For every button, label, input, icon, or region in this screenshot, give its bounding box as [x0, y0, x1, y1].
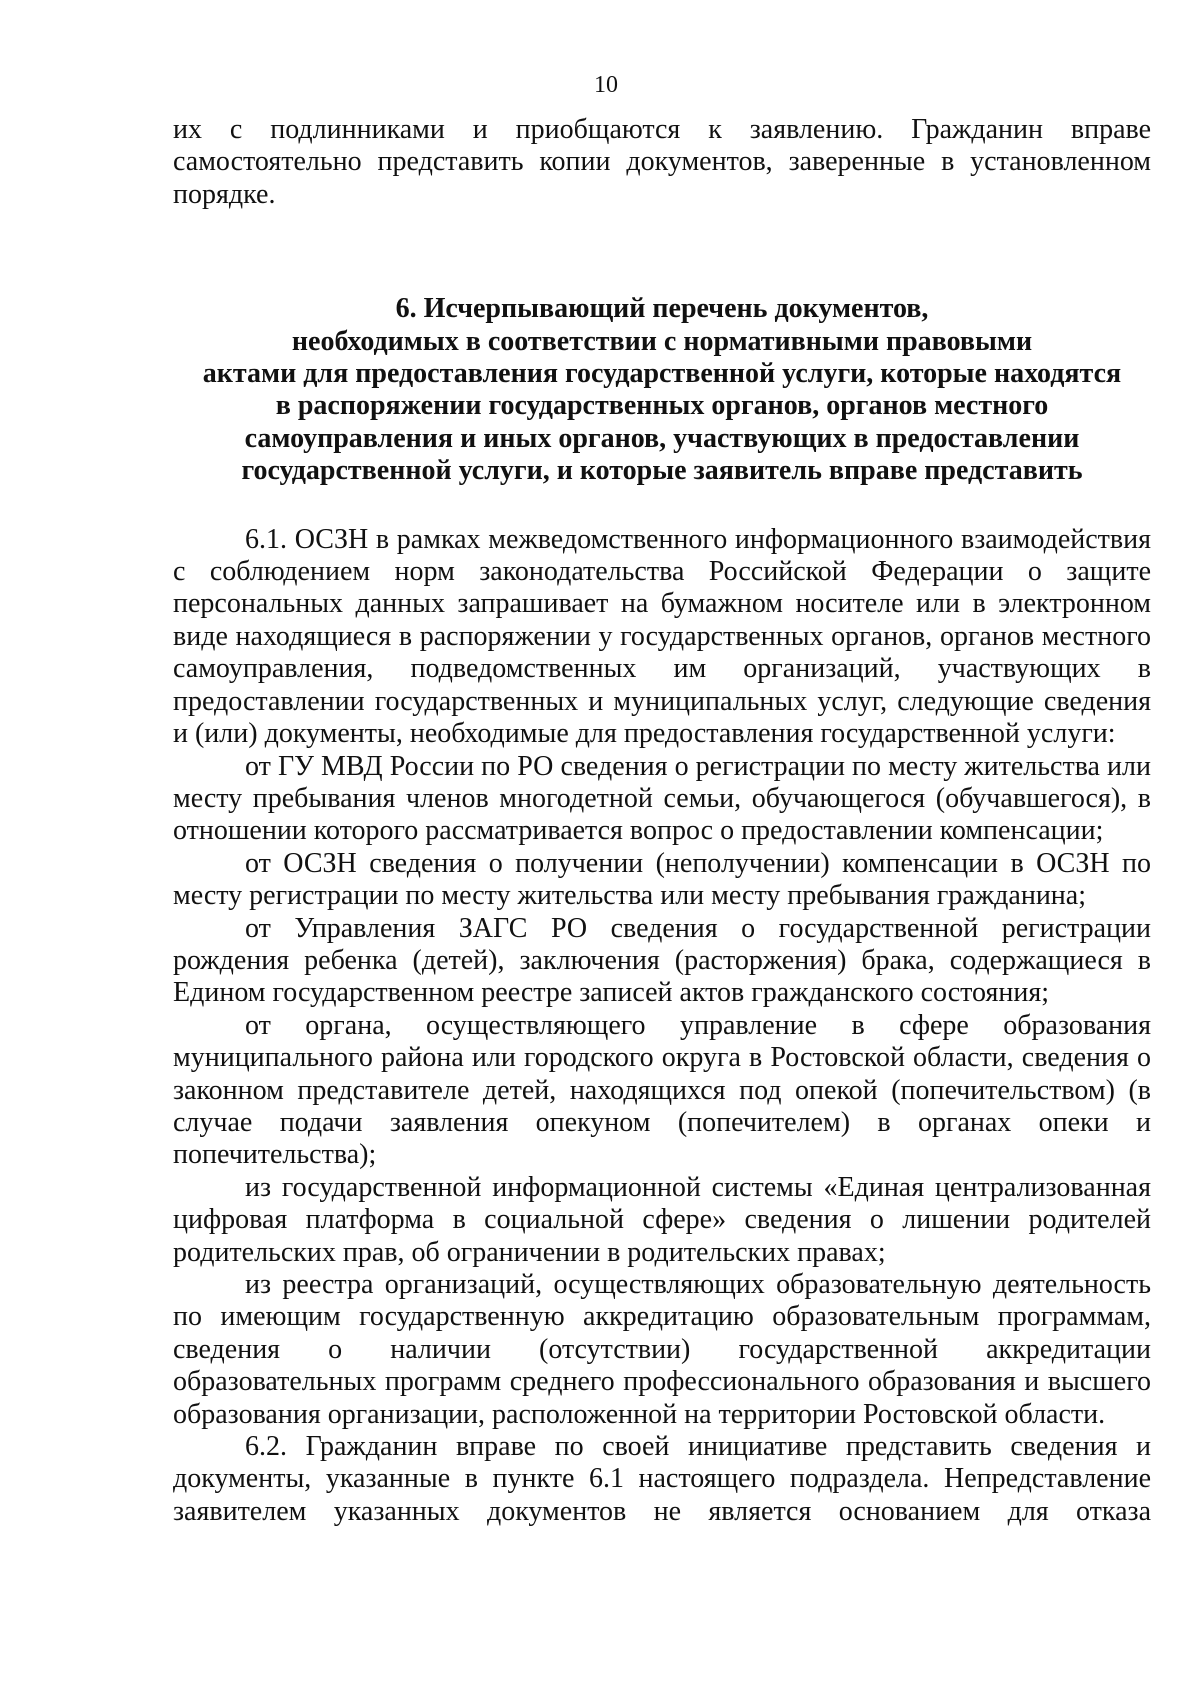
- list-item-accreditation-registry: из реестра организаций, осуществляющих образовательную деятельность по имеющим государственную аккредитацию образовательным программам, сведения о наличии (отсутствии) государственной аккредитации образовательных программ среднего профессионального образования и высшего образования организации, расположенной на территории Ростовской области.: [173, 1269, 1151, 1430]
- section-title-line: необходимых в соответствии с нормативными правовыми: [291, 325, 1033, 357]
- list-item-mvd: от ГУ МВД России по РО сведения о регистрации по месту жительства или месту пребывания членов многодетной семьи, обучающегося (обучавшегося), в отношении которого рассматривается вопрос о предоставлении компенсации;: [173, 750, 1151, 847]
- document-body: [173, 114, 1151, 1528]
- intro-paragraph: их с подлинниками и приобщаются к заявлению. Гражданин вправе самостоятельно представить копии документов, заверенные в установленном порядке.: [173, 114, 1151, 210]
- list-item-zags: от Управления ЗАГС РО сведения о государственной регистрации рождения ребенка (детей), заключения (расторжения) брака, содержащиеся в Едином государственном реестре записей актов гражданского состояния;: [173, 912, 1151, 1009]
- section-title-line: самоуправления и иных органов, участвующих в предоставлении: [244, 422, 1080, 454]
- list-item-social-platform: из государственной информационной системы «Единая централизованная цифровая платформа в социальной сфере» сведения о лишении родителей родительских прав, об ограничении в родительских правах;: [173, 1171, 1151, 1268]
- paragraph-6-1: 6.1. ОСЗН в рамках межведомственного информационного взаимодействия с соблюдением норм законодательства Российской Федерации о защите персональных данных запрашивает на бумажном носителе или в электронном виде находящиеся в распоряжении у государственных органов, органов местного самоуправления, подведомственных им организаций, участвующих в предоставлении государственных и муниципальных услуг, следующие сведения и (или) документы, необходимые для предоставления государственной услуги:: [173, 523, 1151, 750]
- list-item-oszn: от ОСЗН сведения о получении (неполучении) компенсации в ОСЗН по месту регистрации по месту жительства или месту пребывания гражданина;: [173, 847, 1151, 912]
- section-title: [173, 293, 1151, 487]
- section-title-line: актами для предоставления государственной услуги, которые находятся: [202, 358, 1122, 390]
- section-title-line: 6. Исчерпывающий перечень документов,: [395, 293, 929, 325]
- page-number: 10: [594, 72, 618, 98]
- section-title-line: государственной услуги, и которые заявитель вправе представить: [241, 455, 1083, 487]
- list-item-education-authority: от органа, осуществляющего управление в сфере образования муниципального района или городского округа в Ростовской области, сведения о законном представителе детей, находящихся под опекой (попечительством) (в случае подачи заявления опекуном (попечителем) в органах опеки и попечительства);: [173, 1009, 1151, 1171]
- paragraph-6-2: 6.2. Гражданин вправе по своей инициативе представить сведения и документы, указанные в пункте 6.1 настоящего подраздела. Непредставление заявителем указанных документов не является основанием для отказа: [173, 1431, 1151, 1527]
- section-title-line: в распоряжении государственных органов, органов местного: [275, 390, 1049, 422]
